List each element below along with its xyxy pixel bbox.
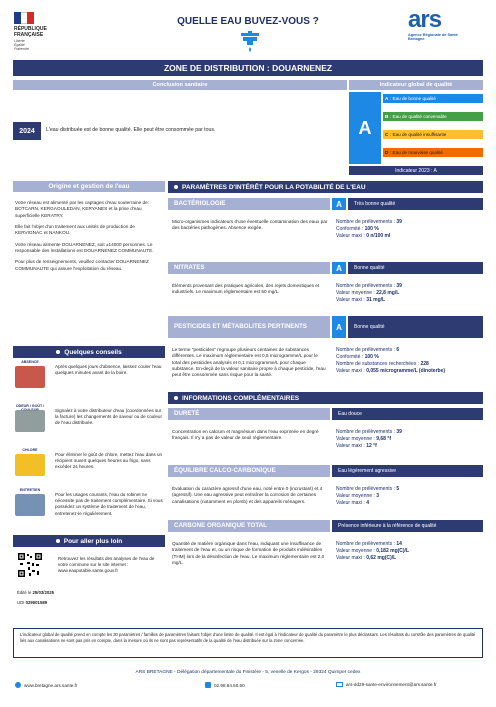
params-heading <box>168 181 483 193</box>
info-stat-value: 14 <box>396 541 402 547</box>
quality-legend-key: D <box>385 150 389 155</box>
water-tap-icon <box>238 31 262 53</box>
info-stat <box>336 500 481 507</box>
advice-tag: ENTRETIEN <box>19 488 41 492</box>
advice-item <box>13 488 165 528</box>
quality-grade: A <box>349 92 381 164</box>
info-dot-icon <box>174 396 178 400</box>
info-stat-value: 39 <box>396 429 402 435</box>
advice-tag: CHLORE <box>22 448 38 452</box>
footer-website[interactable] <box>15 682 77 688</box>
footer-email-text: ars-dd29-sante-environnement@ars.sante.fr <box>346 682 437 687</box>
ars-logo <box>408 8 488 50</box>
info-desc: Évaluation du caractère agressif d'une eau, noté entre 0 (incrustant) et 4 (agressif). Une eau agressive peut entraîner la corrosion de certaines canalisations (notamment en plomb) et des appareils ménagers. <box>172 486 323 504</box>
advice-illustration-icon <box>15 410 45 432</box>
info-name: CARBONE ORGANIQUE TOTAL <box>168 520 330 532</box>
info-stat-label: Valeur maxi : <box>336 443 367 449</box>
advice-tag: ABSENCE <box>21 360 39 364</box>
info-name: ÉQUILIBRE CALCO-CARBONIQUE <box>168 465 330 477</box>
info-stat <box>336 555 481 562</box>
info-stat-label: Valeur moyenne : <box>336 436 377 442</box>
further-heading-text: Pour aller plus loin <box>63 537 123 545</box>
info-desc: Quantité de matière organique dans l'eau, indiquant une insuffisance de traitement de l'eau et, ou un risque de formation de produits indésirables (THM) lors de la désinfection de l'eau. Le maximum réglementaire est 2,0 mg/L. <box>172 541 325 566</box>
republique-motto: Liberté Égalité Fraternité <box>14 39 29 51</box>
zone-title: ZONE DE DISTRIBUTION : DOUARNENEZ <box>13 60 483 76</box>
edition-udi-label: UDI <box>17 600 26 605</box>
origin-p1: Votre réseau est alimenté par les captages d'eau souterraine de: BOTCARN, KERGAOULEDAN, KERYANES et la prise d'eau superficielle KERATRY. <box>15 200 150 218</box>
params-grade: A <box>332 198 346 210</box>
info-stat-value: 12 °f <box>366 443 377 449</box>
params-stat <box>336 219 481 226</box>
info-stats <box>336 486 481 507</box>
further-dot-icon <box>56 539 60 543</box>
advice-text: Pour les usages courants, l'eau du robinet ne nécessite pas de traitement complémentaire. Si vous possédez un système de traitement de l'eau, entretenez-le régulièrement. <box>55 492 163 516</box>
info-stat-label: Nombre de prélèvements : <box>336 486 397 492</box>
info-desc: Concentration en calcium et magnésium dans l'eau exprimée en degré français. Il n'y a pas de valeur de seuil réglementaire. <box>172 429 319 441</box>
params-stat <box>336 297 481 304</box>
advice-illustration-icon <box>15 494 45 516</box>
info-stat-value: 0,62 mg(C)/L <box>366 555 397 561</box>
info-stat-label: Nombre de prélèvements : <box>336 429 397 435</box>
quality-legend-row <box>383 94 483 103</box>
params-stat-value: 0 n/100 ml <box>366 233 391 239</box>
info-name: DURETÉ <box>168 408 330 420</box>
info-stat-value: 0,182 mg(C)/L <box>376 548 410 554</box>
info-heading <box>168 392 483 404</box>
params-stat-label: Nombre de prélèvements : <box>336 219 397 225</box>
origin-p4: Pour plus de renseignements, veuillez contacter DOUARNENEZ COMMUNAUTE qui assure l'exploitation du réseau. <box>15 259 149 271</box>
advice-text: Pour éliminer le goût de chlore, mettez l'eau dans un récipient ouvert quelques heures au frigo, sans excéder 24 heures. <box>55 452 163 470</box>
params-name: NITRATES <box>168 262 330 274</box>
params-stats <box>336 347 481 375</box>
quality-footer: Indicateur 2023 : A <box>349 166 483 175</box>
advice-illustration-icon <box>15 454 45 476</box>
info-stats <box>336 429 481 450</box>
further-heading <box>13 535 165 547</box>
info-stat <box>336 443 481 450</box>
quality-legend-key: C <box>385 132 389 137</box>
ars-line2: Bretagne <box>408 37 425 41</box>
advice-heading-text: Quelques conseils <box>64 348 122 356</box>
advice-item <box>13 448 165 488</box>
params-stat-label: Conformité : <box>336 226 365 232</box>
params-quality: Bonne qualité <box>348 316 483 338</box>
email-icon <box>336 682 343 687</box>
edition-date <box>17 590 54 595</box>
params-stat-value: 100 % <box>364 226 379 232</box>
params-stat <box>336 283 481 290</box>
edition-date-value: 25/03/2025 <box>32 590 55 595</box>
info-stat-label: Valeur moyenne : <box>336 493 377 499</box>
republique-line1: RÉPUBLIQUE <box>14 26 47 32</box>
conclusion-year: 2024 <box>13 122 41 140</box>
phone-icon <box>205 682 211 688</box>
conclusion-text: L'eau distribuée est de bonne qualité. Elle peut être consommée par tous. <box>46 127 216 133</box>
footer-website-text: www.bretagne.ars.sante.fr <box>24 682 78 688</box>
info-stat <box>336 548 481 555</box>
params-stats <box>336 219 481 240</box>
params-name: PESTICIDES ET MÉTABOLITES PERTINENTS <box>168 316 330 338</box>
footer-email[interactable] <box>336 682 436 687</box>
params-name: BACTÉRIOLOGIE <box>168 198 330 210</box>
quality-legend-label: : Eau de mauvaise qualité <box>390 150 443 155</box>
params-stat-value: 0,055 microgramme/L (dinoterbe) <box>366 368 446 374</box>
conclusion-heading: Conclusion sanitaire <box>13 80 347 90</box>
params-grade: A <box>332 316 346 338</box>
edition-date-label: Édité le <box>17 590 33 595</box>
quality-legend-key: B <box>385 114 389 119</box>
params-stat-label: Valeur maxi : <box>336 297 367 303</box>
params-stat <box>336 226 481 233</box>
params-stat-label: Valeur moyenne : <box>336 290 377 296</box>
params-stat-label: Nombre de substances recherchées : <box>336 361 421 367</box>
params-stat-value: 39 <box>396 219 402 225</box>
params-stat-value: 39 <box>396 283 402 289</box>
footnote-text: L'indicateur global de qualité prend en compte les 30 paramètres / familles de paramètres faisant l'objet d'une limite de qualité. Il est égal à l'indicateur de qualité du paramètre le plus déclassant. Les résultats du contrôle des paramètres de qualité liés aux canalisations ne sont pas pris en compte, dans la mesure où ils ne sont pas représentatifs de la qualité de l'eau distribuée sur la zone concernée. <box>20 632 476 643</box>
info-stat-label: Nombre de prélèvements : <box>336 541 397 547</box>
info-quality: Eau douce <box>332 408 483 420</box>
params-quality: Très bonne qualité <box>348 198 483 210</box>
params-stat <box>336 368 481 375</box>
quality-legend-key: A <box>385 96 389 101</box>
params-stat-value: 6 <box>396 347 400 353</box>
globe-icon <box>15 682 21 688</box>
origin-heading: Origine et gestion de l'eau <box>13 181 165 192</box>
info-stat <box>336 493 481 500</box>
ars-brand: ars <box>408 6 442 33</box>
quality-legend-row <box>383 112 483 121</box>
params-heading-text: PARAMÈTRES D'INTÉRÊT POUR LA POTABILITÉ DE L'EAU <box>182 183 366 191</box>
params-desc: Micro-organismes indicateurs d'une éventuelle contamination des eaux par des bactéries pathogènes. Absence exigée. <box>172 219 328 231</box>
advice-tag: ODEUR / GOÛT / <box>15 404 45 408</box>
further-text: Retrouvez les résultats des analyses de l'eau de votre commune sur le site internet : www.eaupotable.sante.gouv.fr <box>58 556 155 574</box>
params-stat-label: Nombre de prélèvements : <box>336 347 397 353</box>
info-stat <box>336 429 481 436</box>
params-stat <box>336 233 481 240</box>
info-stat-label: Valeur maxi : <box>336 555 367 561</box>
info-stat-value: 5 <box>396 486 400 492</box>
advice-dot-icon <box>56 350 60 354</box>
page-title: QUELLE EAU BUVEZ-VOUS ? <box>177 16 319 27</box>
params-stat <box>336 290 481 297</box>
footer-phone-text: 02.98.64.50.50 <box>214 682 245 688</box>
params-grade: A <box>332 262 346 274</box>
advice-item <box>13 404 165 444</box>
info-stat-value: 3 <box>376 493 379 499</box>
quality-legend-row <box>383 148 483 157</box>
origin-body <box>15 200 163 272</box>
republique-francaise-logo <box>14 12 68 54</box>
info-stats <box>336 541 481 562</box>
info-stat <box>336 541 481 548</box>
params-desc: Le terme "pesticides" regroupe plusieurs centaines de substances différentes. Le maximum réglementaire est 0,5 microgramme/L pour le total des pesticides analysés et 0,1 microgramme/L pour chaque substance. En-deçà de la valeur sanitaire propre à chaque pesticide, l'eau peut être consommée sans risque pour la santé. <box>172 347 326 378</box>
edition-udi-value: 029001589 <box>25 600 48 605</box>
advice-illustration-icon <box>15 366 45 388</box>
params-stat-value: 100 % <box>364 354 379 360</box>
advice-heading <box>13 346 165 358</box>
quality-legend-label: : Eau de qualité insuffisante <box>390 132 447 137</box>
params-stat-label: Valeur maxi : <box>336 233 367 239</box>
info-stat-label: Valeur moyenne : <box>336 548 377 554</box>
footnote-box <box>13 628 483 658</box>
params-desc: Éléments provenant des pratiques agricoles, des rejets domestiques et industriels. Le maximum réglementaire est 50 mg/L. <box>172 283 320 295</box>
advice-item <box>13 360 165 400</box>
params-stat-value: 22,8 mg/L <box>376 290 400 296</box>
params-stat-label: Conformité : <box>336 354 365 360</box>
info-stat-value: 9,68 °f <box>376 436 392 442</box>
quality-heading: Indicateur global de qualité <box>349 80 483 90</box>
params-stat <box>336 361 481 368</box>
info-stat <box>336 436 481 443</box>
info-stat <box>336 486 481 493</box>
info-quality: Eau légèrement agressive <box>332 465 483 477</box>
marianne-icon <box>14 12 34 24</box>
advice-text: Signalez à votre distributeur d'eau (coordonnées sur la facture) les changements de saveur ou de couleur de l'eau distribuée. <box>55 408 162 426</box>
params-stat-label: Valeur maxi : <box>336 368 367 374</box>
quality-legend-label: : Eau de bonne qualité <box>390 96 436 101</box>
edition-udi <box>17 600 47 605</box>
quality-legend-row <box>383 130 483 139</box>
republique-line2: FRANÇAISE <box>14 32 44 38</box>
params-stat-value: 228 <box>420 361 429 367</box>
info-quality: Présence inférieure à la référence de qualité <box>332 520 483 532</box>
quality-legend <box>383 94 483 166</box>
info-stat-label: Valeur maxi : <box>336 500 367 506</box>
advice-text: Après quelques jours d'absence, laissez couler l'eau quelques minutes avant de la boire. <box>55 364 162 376</box>
qr-code[interactable] <box>17 552 43 578</box>
ars-line1: Agence Régionale de Santé <box>408 33 458 37</box>
info-heading-text: INFORMATIONS COMPLÉMENTAIRES <box>182 394 300 402</box>
params-stat <box>336 347 481 354</box>
origin-p2: Elle fait l'objet d'un traitement aux unités de production de KERVIGNAC et NANKOU. <box>15 224 135 236</box>
params-dot-icon <box>174 185 178 189</box>
info-stat-value: 4 <box>366 500 369 506</box>
params-stat <box>336 354 481 361</box>
quality-legend-label: : Eau de qualité convenable <box>390 114 447 119</box>
origin-p3: Votre réseau alimente DOUARNENEZ, soit ±14000 personnes. Le responsable des installations est DOUARNENEZ COMMUNAUTE. <box>15 241 154 254</box>
params-quality: Bonne qualité <box>348 262 483 274</box>
params-stat-value: 31 mg/L <box>366 297 386 303</box>
footer-agency: ARS BRETAGNE - Délégation départementale du Finistère - 5, venelle de Kergos - 29324 Quimper cedex <box>135 670 361 675</box>
params-stat-label: Nombre de prélèvements : <box>336 283 397 289</box>
params-stats <box>336 283 481 304</box>
footer-phone[interactable] <box>205 682 245 688</box>
